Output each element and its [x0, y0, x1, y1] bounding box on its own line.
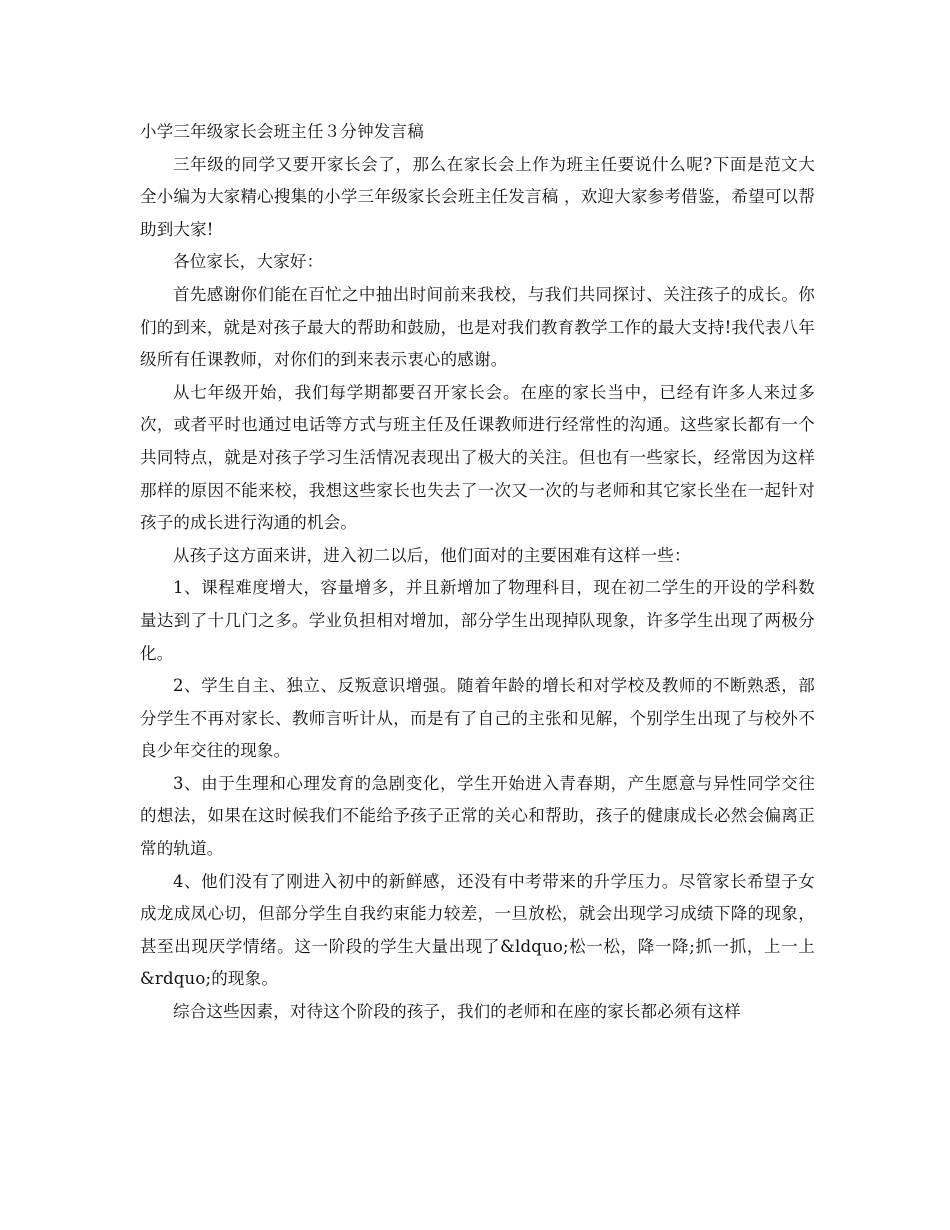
paragraph-difficulties-intro: 从孩子这方面来讲，进入初二以后，他们面对的主要困难有这样一些：	[173, 545, 691, 565]
document-title: 小学三年级家长会班主任３分钟发言稿	[140, 122, 424, 141]
paragraph-conclusion: 综合这些因素，对待这个阶段的孩子，我们的老师和在座的家长都必须有这样	[173, 1002, 741, 1022]
paragraph-point-2: 2、学生自主、独立、反叛意识增强。随着年龄的增长和对学校及教师的不断熟悉，部分学生不再对家长、教师言听计从，而是有了自己的主张和见解，个别学生出现了与校外不良少年交往的现象。	[140, 676, 815, 761]
paragraph-point-1: 1、课程难度增大，容量增多，并且新增加了物理科目，现在初二学生的开设的学科数量达到了十几门之多。学业负担相对增加，部分学生出现掉队现象，许多学生出现了两极分化。	[140, 578, 815, 663]
document-body	[140, 116, 815, 1029]
paragraph-point-4: 4、他们没有了刚进入初中的新鲜感，还没有中考带来的升学压力。尽管家长希望子女成龙成凤心切，但部分学生自我约束能力较差，一旦放松，就会出现学习成绩下降的现象，甚至出现厌学情绪。这一阶段的学生大量出现了&ldquo;松一松，降一降;抓一抓，上一上&rdquo;的现象。	[140, 871, 815, 989]
paragraph-background: 从七年级开始，我们每学期都要召开家长会。在座的家长当中，已经有许多人来过多次，或者平时也通过电话等方式与班主任及任课教师进行经常性的沟通。这些家长都有一个共同特点，就是对孩子学习生活情况表现出了极大的关注。但也有一些家长，经常因为这样那样的原因不能来校，我想这些家长也失去了一次又一次的与老师和其它家长坐在一起针对孩子的成长进行沟通的机会。	[140, 382, 815, 533]
paragraph-thanks: 首先感谢你们能在百忙之中抽出时间前来我校，与我们共同探讨、关注孩子的成长。你们的到来，就是对孩子最大的帮助和鼓励，也是对我们教育教学工作的最大支持!我代表八年级所有任课教师，对你们的到来表示衷心的感谢。	[140, 284, 815, 370]
paragraph-greeting: 各位家长，大家好：	[173, 252, 324, 272]
paragraph-point-3: 3、由于生理和心理发育的急剧变化，学生开始进入青春期，产生愿意与异性同学交往的想法，如果在这时候我们不能给予孩子正常的关心和帮助，孩子的健康成长必然会偏离正常的轨道。	[140, 773, 815, 859]
paragraph-intro: 三年级的同学又要开家长会了，那么在家长会上作为班主任要说什么呢?下面是范文大全小编为大家精心搜集的小学三年级家长会班主任发言稿 ，欢迎大家参考借鉴，希望可以帮助到大家!	[140, 154, 815, 239]
